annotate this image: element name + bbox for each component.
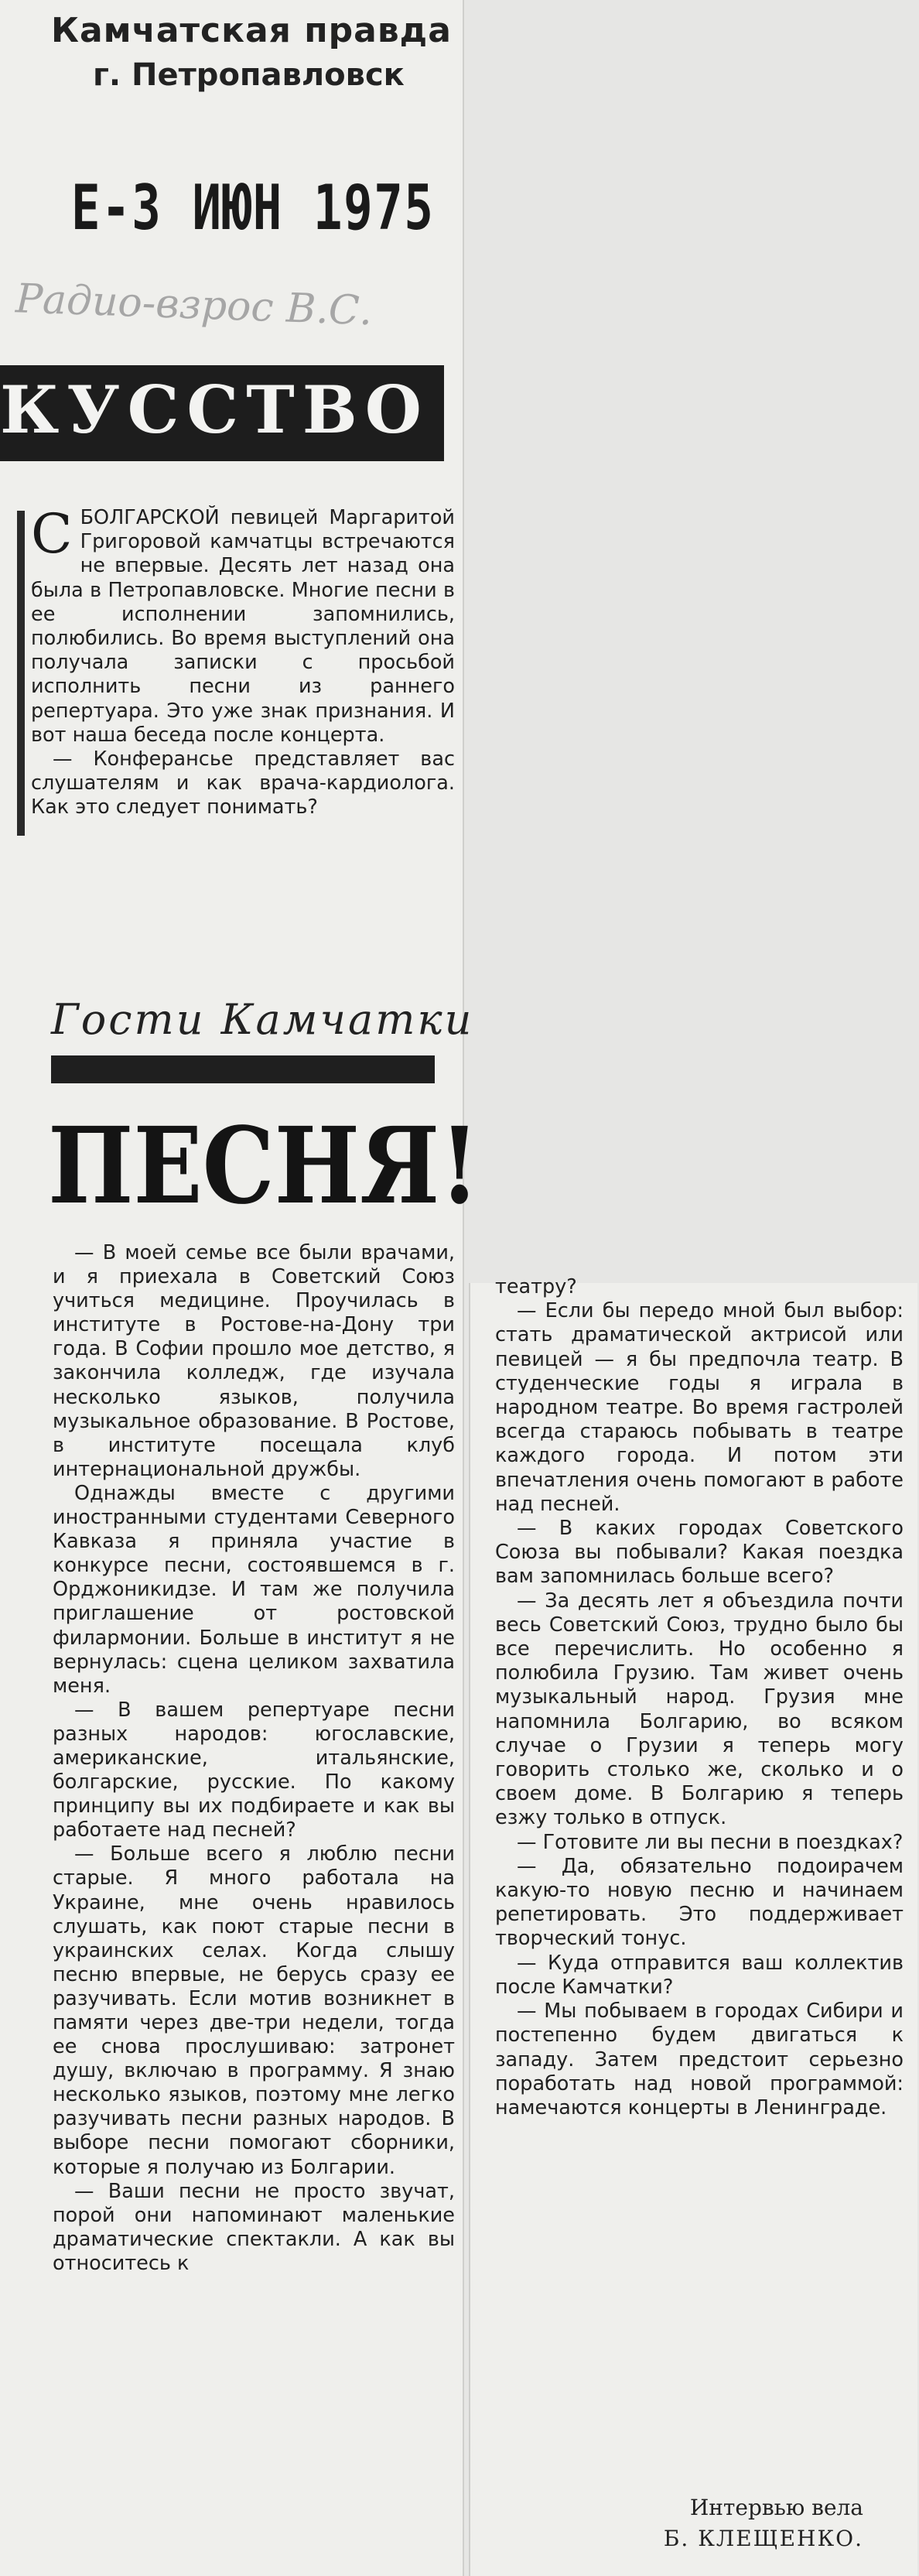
date-stamp: Е-3 ИЮН 1975 bbox=[71, 172, 435, 244]
paragraph: — В моей семье все были врачами, и я приехала в Советский Союз учиться медицине. Проучилась в институте в Ростове-на-Дону три года. В Софии прошло мое детство, я закончила колледж, где изучала несколько языков, получила музыкальное образование. В Ростове, в институте посещала клуб интернациональной дружбы. bbox=[53, 1241, 455, 1481]
intro-text bbox=[31, 502, 455, 820]
rubric-title: Гости Камчатки bbox=[51, 995, 474, 1044]
byline-label: Интервью вела bbox=[689, 2495, 863, 2520]
article-column-right bbox=[495, 1275, 904, 2120]
newspaper-name: Камчатская правда bbox=[51, 11, 452, 50]
intro-paragraph-2: — Конферансье представляет вас слушателям и как врача-кардиолога. Как это следует понимать? bbox=[31, 747, 455, 819]
paragraph: — Да, обязательно подоирачем какую-то новую песню и начинаем репетировать. Это поддерживает творческий тонус. bbox=[495, 1854, 904, 1951]
paragraph: — Мы побываем в городах Сибири и постепенно будем двигаться к западу. Затем предстоит серьезно поработать над новой программой: намечаются концерты в Ленинграде. bbox=[495, 2000, 904, 2119]
intro-paragraph-1: БОЛГАРСКОЙ певицей Маргаритой Григоровой камчатцы встречаются не впервые. Десять лет назад она была в Петропавловске. Многие песни в ее исполнении запомнились, полюбились. Во время выступлений она получала записки с просьбой исполнить песни из раннего репертуара. Это уже знак признания. И вот наша беседа после концерта. bbox=[31, 506, 455, 747]
article-headline: ПЕСНЯ! bbox=[48, 1104, 480, 1228]
article-column-left bbox=[53, 1241, 455, 2276]
intro-side-rule bbox=[17, 511, 25, 836]
paragraph: — Готовите ли вы песни в поездках? bbox=[517, 1830, 904, 1854]
byline-author: Б. КЛЕЩЕНКО. bbox=[663, 2526, 863, 2551]
drop-cap: С bbox=[31, 502, 73, 566]
rubric-bar bbox=[51, 1055, 435, 1083]
paragraph: театру? bbox=[495, 1275, 577, 1298]
paragraph: — Больше всего я люблю песни старые. Я много работала на Украине, мне очень нравилось слушать, как поют старые песни в украинских селах. Когда слышу песню впервые, не берусь сразу ее разучивать. Если мотив возникнет в памяти через две-три недели, тогда ее снова прослушиваю: затронет душу, включаю в программу. Я знаю несколько языков, поэтому мне легко разучивать песни разных народов. В выборе песни помогают сборники, которые я получаю из Болгарии. bbox=[53, 1842, 455, 2179]
paragraph: — В вашем репертуаре песни разных народов: югославские, американские, итальянские, болгарские, русские. По какому принципу вы их подбираете и как вы работаете над песней? bbox=[53, 1698, 455, 1842]
paragraph: — За десять лет я объездила почти весь Советский Союз, трудно было бы все перечислить. Но особенно я полюбила Грузию. Там живет очень музыкальный народ. Грузия мне напомнила Болгарию, во всяком случае о Грузии я теперь могу говорить столько же, сколько и о своем доме. В Болгарию я теперь езжу только в отпуск. bbox=[495, 1589, 904, 1830]
handwritten-note: Радио-взрос В.С. bbox=[15, 275, 374, 335]
section-title: КУССТВО bbox=[0, 371, 429, 448]
newspaper-city: г. Петропавловск bbox=[93, 57, 405, 93]
paragraph: — В каких городах Советского Союза вы побывали? Какая поездка вам запомнилась больше всего? bbox=[495, 1517, 904, 1589]
paragraph: — Ваши песни не просто звучат, порой они напоминают маленькие драматические спектакли. А как вы относитесь к bbox=[53, 2179, 455, 2275]
paragraph: — Куда отправится ваш коллектив после Камчатки? bbox=[495, 1951, 904, 1999]
paragraph: — Если бы передо мной был выбор: стать драматической актрисой или певицей — я бы предпочла театр. В студенческие годы я играла в народном театре. Во время гастролей всегда стараюсь побывать в театре каждого города. И потом эти впечатления очень помогают в работе над песней. bbox=[495, 1299, 904, 1516]
paragraph: Однажды вместе с другими иностранными студентами Северного Кавказа я приняла участие в конкурсе песни, состоявшемся в г. Орджоникидзе. И там же получила приглашение от ростовской филармонии. Больше в институт я не вернулась: сцена целиком захватила меня. bbox=[53, 1481, 455, 1698]
